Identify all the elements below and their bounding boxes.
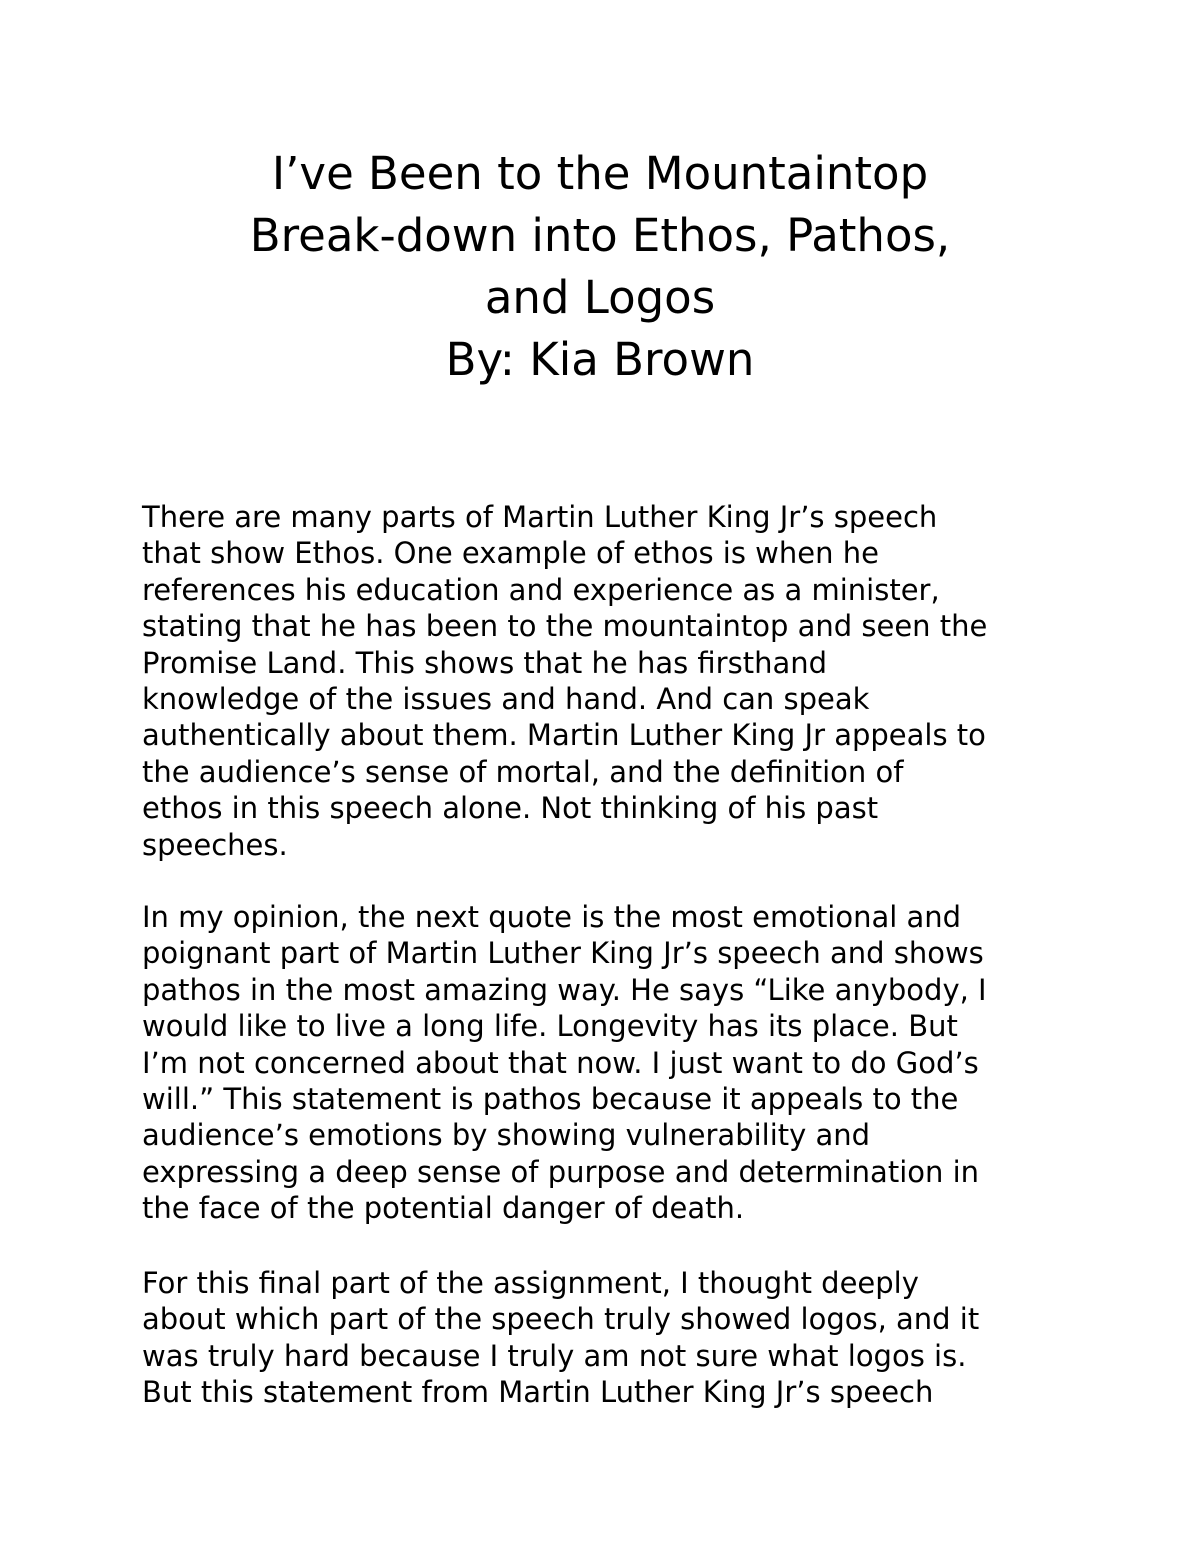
text-line: ethos in this speech alone. Not thinking of his past	[142, 791, 879, 826]
text-line: I’m not concerned about that now. I just want to do God’s	[142, 1045, 979, 1080]
title-line: and Logos	[484, 271, 716, 324]
text-line: pathos in the most amazing way. He says “Like anybody, I	[142, 972, 987, 1007]
text-line: was truly hard because I truly am not sure what logos is.	[142, 1338, 967, 1373]
text-line: references his education and experience as a minister,	[142, 572, 940, 607]
paragraph-pathos	[142, 899, 1102, 1227]
text-line: speeches.	[142, 827, 288, 862]
text-line: knowledge of the issues and hand. And can speak	[142, 682, 870, 717]
text-line: about which part of the speech truly showed logos, and it	[142, 1302, 980, 1337]
text-line: the face of the potential danger of death.	[142, 1191, 745, 1226]
text-line: Promise Land. This shows that he has firsthand	[142, 645, 828, 680]
text-line: There are many parts of Martin Luther King Jr’s speech	[142, 500, 938, 534]
title-line: I’ve Been to the Mountaintop	[271, 147, 929, 200]
text-line: audience’s emotions by showing vulnerability and	[142, 1118, 871, 1153]
text-line: that show Ethos. One example of ethos is when he	[142, 536, 879, 571]
text-line: In my opinion, the next quote is the most emotional and	[142, 900, 962, 934]
paragraph-logos	[142, 1265, 1102, 1411]
text-line: the audience’s sense of mortal, and the definition of	[142, 754, 904, 789]
text-line: expressing a deep sense of purpose and determination in	[142, 1154, 980, 1189]
text-line: stating that he has been to the mountaintop and seen the	[142, 609, 988, 644]
text-line: But this statement from Martin Luther King Jr’s speech	[142, 1375, 934, 1410]
text-line: would like to live a long life. Longevity has its place. But	[142, 1009, 958, 1044]
paragraph-ethos	[142, 499, 1102, 863]
author-byline: By: Kia Brown	[445, 333, 755, 386]
text-line: authentically about them. Martin Luther King Jr appeals to	[142, 718, 986, 753]
text-line: For this final part of the assignment, I thought deeply	[142, 1266, 919, 1300]
title-line: Break-down into Ethos, Pathos,	[249, 209, 951, 262]
text-line: will.” This statement is pathos because it appeals to the	[142, 1082, 959, 1117]
text-line: poignant part of Martin Luther King Jr’s speech and shows	[142, 936, 984, 971]
document-title	[0, 143, 1200, 391]
